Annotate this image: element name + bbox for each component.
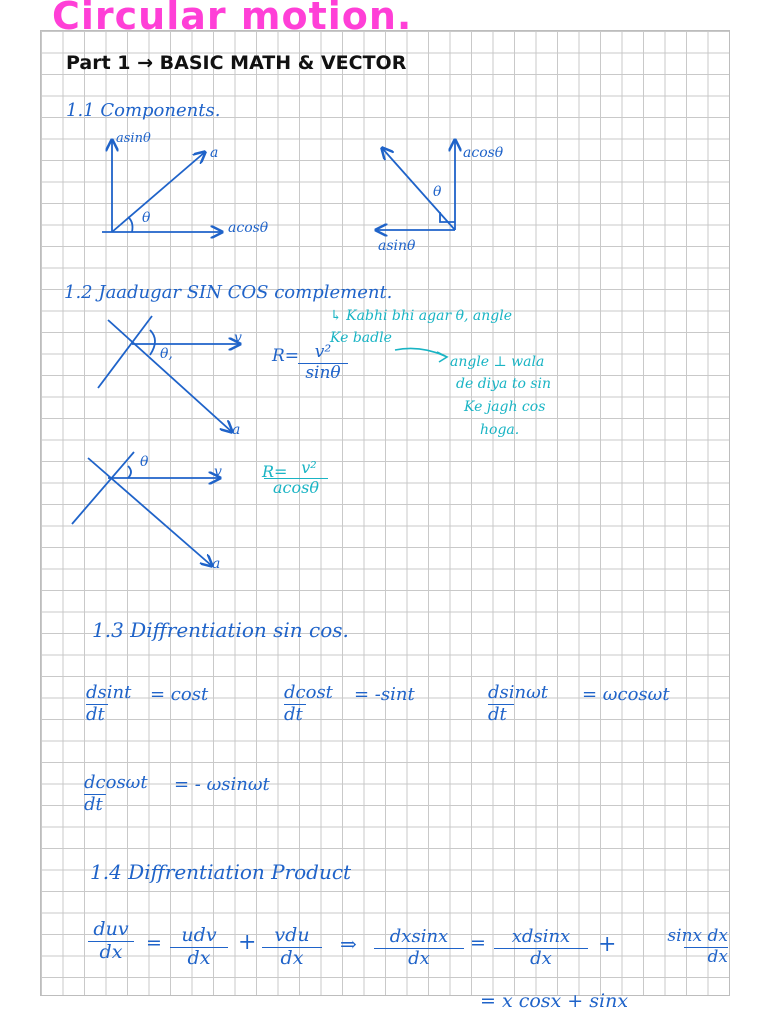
fig3-a-label: a [232,422,241,438]
note-line-1: ↳ Kabhi bhi agar θ, angle [330,308,513,324]
fig1-horizontal-label: acosθ [228,220,269,236]
diff-2-denominator: dt [284,703,303,725]
diff-1-fraction [86,684,150,725]
section-1-2-heading: 1.2 Jaadugar SIN COS complement. [64,282,393,303]
fig2-angle-label: θ [433,184,442,200]
fig2-vertical-label: acosθ [463,145,504,161]
eq2-denominator: acosθ [273,477,319,497]
product-sinx-dx-denominator: dx [707,946,728,967]
diff-2-fraction [284,684,354,725]
product-equals-1: = [146,932,162,954]
eq1-numerator: v² [314,342,332,362]
diff-3-numerator: dsinωt [488,682,549,703]
fig4-a-label: a [212,556,221,572]
eq1-lhs: R= [272,346,300,366]
product-example-lhs-numerator: dxsinx [389,926,449,947]
diff-3-denominator: dt [488,703,507,725]
product-vdu-fraction [262,926,322,969]
eq1-denominator: sinθ [305,362,341,383]
diff-2-numerator: dcost [284,682,333,703]
product-lhs-denominator: dx [99,940,123,963]
product-sinx-dx-fraction [624,928,728,967]
product-lhs-fraction [88,920,134,963]
components-figure-1 [102,140,222,232]
product-xdsinx-fraction [494,928,588,969]
note-line-2: Ke badle [330,330,392,346]
section-1-3-heading: 1.3 Diffrentiation sin cos. [92,618,349,642]
product-udv-fraction [170,926,228,969]
fig4-v-label: v [214,464,222,480]
fig1-hyp-label: a [210,145,219,161]
diff-4-fraction [84,774,174,815]
complement-figure-1 [98,316,240,432]
product-vdu-numerator: vdu [274,924,310,946]
product-plus-1: + [238,930,257,955]
fig4-angle-label: θ [140,454,149,470]
product-udv-denominator: dx [187,946,211,969]
product-implies: ⇒ [340,932,357,956]
part-heading: Part 1 → BASIC MATH & VECTOR [66,52,407,74]
diff-1-numerator: dsint [86,682,132,703]
eq1-fraction [298,344,348,383]
fig3-angle-label: θ, [160,346,173,362]
product-udv-numerator: udv [181,924,217,946]
diff-3-rhs: = ωcosωt [582,684,670,705]
eq2-numerator: v² [301,458,317,477]
note-line-4: de diya to sin [456,376,552,392]
diff-1-denominator: dt [86,703,105,725]
eq2-fraction [264,460,328,497]
diff-1-rhs: = cost [150,684,209,705]
product-plus-2: + [598,932,617,957]
section-1-1-heading: 1.1 Components. [66,100,221,121]
diff-4-numerator: dcosωt [84,772,148,793]
diff-4-denominator: dt [84,793,103,815]
section-1-4-heading: 1.4 Diffrentiation Product [90,860,352,884]
product-result: = x cosx + sinx [480,990,629,1012]
product-lhs-numerator: duv [93,918,129,940]
note-line-3: angle ⊥ wala [450,354,545,370]
eq2-lhs: R= [262,462,288,481]
product-vdu-denominator: dx [280,946,304,969]
fig1-angle-label: θ [142,210,151,226]
fig3-v-label: v [234,330,242,346]
product-xdsinx-denominator: dx [530,947,552,969]
product-sinx-dx-numerator: sinx dx [667,926,728,946]
note-line-5: Ke jagh cos [464,399,546,415]
product-equals-2: = [470,932,486,954]
diff-4-rhs: = - ωsinωt [174,774,270,795]
fig2-horizontal-label: asinθ [378,238,416,254]
components-figure-2 [376,140,455,230]
page-title: Circular motion. [52,0,413,38]
diff-3-fraction [488,684,580,725]
product-example-lhs-denominator: dx [408,947,430,969]
product-example-lhs-fraction [374,928,464,969]
diff-2-rhs: = -sint [354,684,415,705]
product-xdsinx-numerator: xdsinx [511,926,571,947]
note-line-6: hoga. [480,422,520,438]
fig1-vertical-label: asinθ [116,131,151,146]
